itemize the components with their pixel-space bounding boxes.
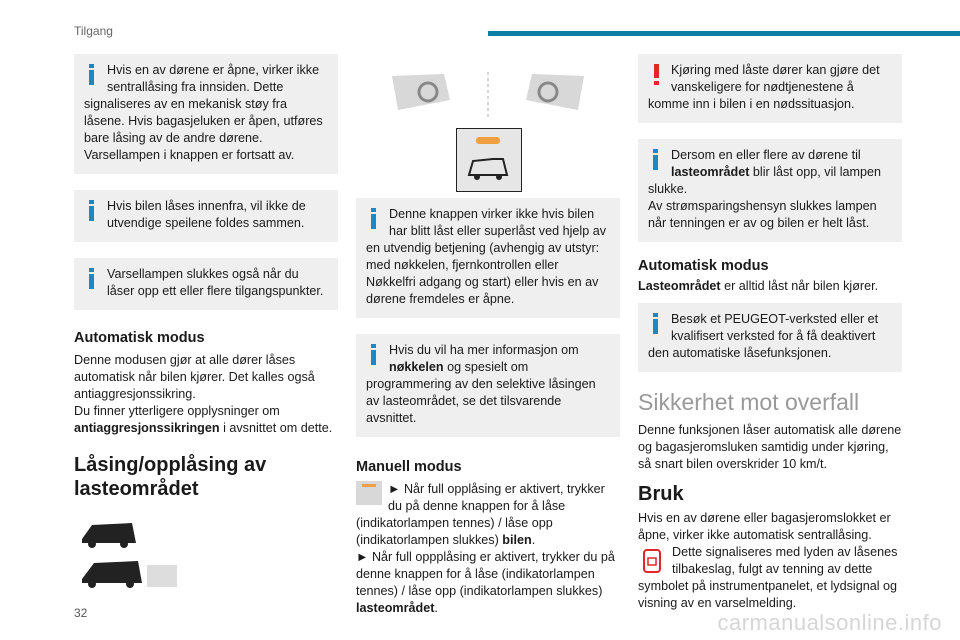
info-icon: [650, 313, 663, 335]
header-accent-bar: [488, 31, 960, 36]
info-box: [356, 198, 620, 318]
van-illustration: [74, 519, 194, 589]
info-text: Hvis bilen låses innenfra, vil ikke de utvendige speilene foldes sammen.: [107, 199, 306, 230]
section-heading: Manuell modus: [356, 459, 462, 475]
warning-icon: [650, 64, 663, 86]
section-heading: Automatisk modus: [74, 330, 205, 346]
info-box: [74, 190, 338, 242]
info-icon: [86, 268, 99, 290]
lock-button-icon: [356, 481, 382, 505]
info-icon: [86, 64, 99, 86]
column-middle: [356, 198, 620, 617]
door-mirrors-illustration: [388, 70, 588, 122]
info-box: [74, 54, 338, 174]
paragraph: ► Når full opplåsing er aktivert, trykker du på denne knappen for å låse (indikatorlampen tennes) / låse opp (indikatorlampen slukkes) bilen. ► Når full oppplåsing er aktivert, trykker du på denne knappen for å låse (indikatorlampen tennes) / låse opp (indikatorlampen slukkes) lasteområdet.: [356, 482, 615, 615]
column-left: [74, 54, 338, 594]
info-icon: [86, 200, 99, 222]
watermark: carmanualsonline.info: [717, 610, 942, 635]
indicator-lamp: [476, 137, 500, 144]
info-text: Denne knappen virker ikke hvis bilen har blitt låst eller superlåst ved hjelp av en utvendig betjening (avhengig av utstyr: med nøkkelen, fjernkontrollen eller Nøkkelfri adgang og start) eller hvis en av dørene fremdeles er åpne.: [366, 207, 607, 306]
section-heading: Automatisk modus: [638, 258, 769, 274]
info-box: Hvis du vil ha mer informasjon om nøkkelen og spesielt om programmering av den selektive låsingen av lasteområdet, se det tilsvarende avsnittet.: [356, 334, 620, 437]
section-header: Tilgang: [74, 24, 113, 38]
cargo-lock-button[interactable]: [456, 128, 522, 192]
section-title: Sikkerhet mot overfall: [638, 389, 860, 415]
info-icon: [368, 344, 381, 366]
van-lock-icon: [467, 153, 511, 183]
info-box: [74, 258, 338, 310]
info-icon: [368, 208, 381, 230]
paragraph: Denne modusen gjør at alle dører låses automatisk når bilen kjører. Det kalles også antiaggresjonssikring. Du finner ytterligere opplysninger om antiaggresjonssikringen i avsnittet om dette.: [74, 353, 333, 435]
info-text: Varsellampen slukkes også når du låser opp ett eller flere tilgangspunkter.: [107, 267, 324, 298]
section-title: Låsing/opplåsing av lasteområdet: [74, 454, 267, 500]
column-right: [638, 54, 902, 612]
info-icon: [650, 149, 663, 171]
info-text: Hvis en av dørene er åpne, virker ikke sentrallåsing fra innsiden. Dette signaliseres av en mekanisk støy fra låsene. Hvis bagasjeluken er åpen, utføres bare låsing av de andre dørene. Varsellampen i knappen er fortsatt av.: [84, 63, 323, 162]
section-title: Bruk: [638, 483, 684, 505]
paragraph: Lasteområdet er alltid låst når bilen kjører.: [638, 279, 879, 293]
page-number: 32: [74, 606, 88, 620]
warning-box: [638, 54, 902, 123]
warning-text: Kjøring med låste dører kan gjøre det vanskeligere for nødtjenestene å komme inn i bilen i en nødssituasjon.: [648, 63, 880, 111]
paragraph: Denne funksjonen låser automatisk alle dørene og bagasjeromsluken samtidig under kjøring, så snart bilen overskrider 10 km/t.: [638, 423, 902, 471]
info-box: Besøk et PEUGEOT-verksted eller et kvalifisert verksted for å få deaktivert den automatiske låsefunksjonen.: [638, 303, 902, 372]
paragraph: Hvis en av dørene eller bagasjeromslokket er åpne, virker ikke automatisk sentrallåsing. Dette signaliseres med lyden av låsenes tilbakeslag, fulgt av tenning av dette symbolet på instrumentpanelet, et lydsignal og visning av en varselmelding.: [638, 511, 898, 610]
door-open-warning-icon: [638, 546, 666, 576]
info-box: Dersom en eller flere av dørene til lasteområdet blir låst opp, vil lampen slukke. Av strømsparingshensyn slukkes lampen når tenningen er av og bilen er helt låst.: [638, 139, 902, 242]
